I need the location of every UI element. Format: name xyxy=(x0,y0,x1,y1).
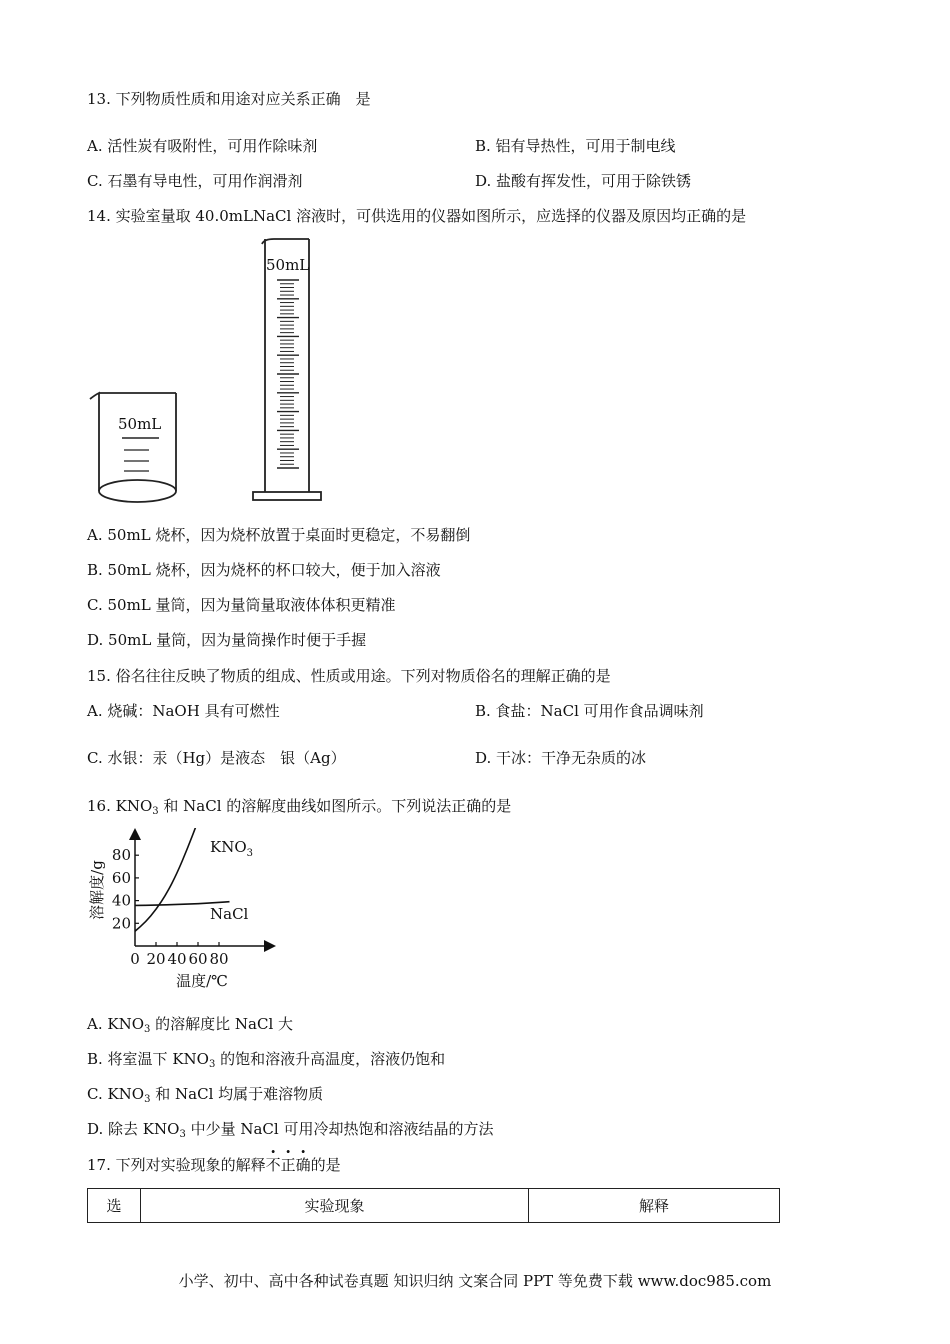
q15-stem: 15. 俗名往往反映了物质的组成、性质或用途。下列对物质俗名的理解正确的是 xyxy=(87,667,611,685)
emphasis-char: 正 xyxy=(280,1156,296,1174)
q16-option-c: C. $KNO_3$ 和 NaCl 均属于难溶物质 xyxy=(87,1085,324,1105)
q13-option-c: C. 石墨有导电性，可用作润滑剂 xyxy=(87,172,303,190)
q13-stem: 13. 下列物质性质和用途对应关系正确 是 xyxy=(87,90,371,108)
q14-option-b: B. 50mL 烧杯，因为烧杯的杯口较大，便于加入溶液 xyxy=(87,561,441,579)
table-header-cell: 选 xyxy=(88,1189,141,1223)
page-footer: 小学、初中、高中各种试卷真题 知识归纳 文案合同 PPT 等免费下载 www.doc985.com xyxy=(178,1272,772,1290)
emphasis-char: 不 xyxy=(265,1156,281,1174)
y-tick-label: 80 xyxy=(111,846,131,865)
series-label-nacl: NaCl xyxy=(210,905,249,923)
q17-stem: 17. 下列对实验现象的解释不正确的是 xyxy=(87,1156,341,1174)
q14-option-c: C. 50mL 量筒，因为量筒量取液体体积更精准 xyxy=(87,596,396,614)
q15-option-a: A. 烧碱：NaOH 具有可燃性 xyxy=(87,702,280,720)
q13-option-d: D. 盐酸有挥发性，可用于除铁锈 xyxy=(475,172,692,190)
x-tick-label: 0 xyxy=(130,950,140,968)
q13-option-a: A. 活性炭有吸附性，可用作除味剂 xyxy=(87,137,318,155)
solubility-chart xyxy=(80,828,280,993)
cylinder-scale xyxy=(277,280,299,468)
beaker-figure xyxy=(85,383,185,508)
table-header-cell: 解释 xyxy=(529,1189,780,1223)
cylinder-figure xyxy=(248,236,332,508)
q13-option-b: B. 铝有导热性，可用于制电线 xyxy=(475,137,676,155)
x-axis-label: 温度/℃ xyxy=(176,972,228,990)
q16-option-b: B. 将室温下 $KNO_3$ 的饱和溶液升高温度，溶液仍饱和 xyxy=(87,1050,446,1070)
beaker-label: 50mL xyxy=(118,415,162,433)
x-tick-label: 80 xyxy=(209,950,229,968)
table-header-row xyxy=(88,1189,780,1223)
q17-table xyxy=(87,1188,780,1223)
x-tick-label: 60 xyxy=(188,950,208,968)
y-tick-label: 60 xyxy=(111,868,131,887)
q15-option-b: B. 食盐：NaCl 可用作食品调味剂 xyxy=(475,702,704,720)
table-header-cell: 实验现象 xyxy=(141,1189,529,1223)
q16-option-a: A. $KNO_3$ 的溶解度比 NaCl 大 xyxy=(87,1015,294,1035)
y-tick-label: 40 xyxy=(111,891,131,910)
y-axis-label: 溶解度/g xyxy=(88,860,106,920)
q14-stem: 14. 实验室量取 40.0mLNaCl 溶液时，可供选用的仪器如图所示，应选择的仪器及原因均正确的是 xyxy=(87,207,747,225)
x-tick-label: 40 xyxy=(167,950,187,968)
q14-option-a: A. 50mL 烧杯，因为烧杯放置于桌面时更稳定，不易翻倒 xyxy=(87,526,471,544)
x-tick-label: 20 xyxy=(146,950,166,968)
series-label-kno3: $KNO_3$ xyxy=(210,838,254,859)
emphasis-char: 确 xyxy=(295,1156,311,1174)
q15-option-d: D. 干冰：干净无杂质的冰 xyxy=(475,749,647,767)
series-line-kno3 xyxy=(135,828,209,931)
y-tick-label: 20 xyxy=(111,914,131,933)
q15-option-c: C. 水银：汞（Hg）是液态 银（Ag） xyxy=(87,749,346,767)
cylinder-label: 50mL xyxy=(266,256,310,274)
q16-stem: 16. $KNO_3$ 和 NaCl 的溶解度曲线如图所示。下列说法正确的是 xyxy=(87,797,512,817)
q16-option-d: D. 除去 $KNO_3$ 中少量 NaCl 可用冷却热饱和溶液结晶的方法 xyxy=(87,1120,494,1140)
q14-option-d: D. 50mL 量筒，因为量筒操作时便于手握 xyxy=(87,631,367,649)
